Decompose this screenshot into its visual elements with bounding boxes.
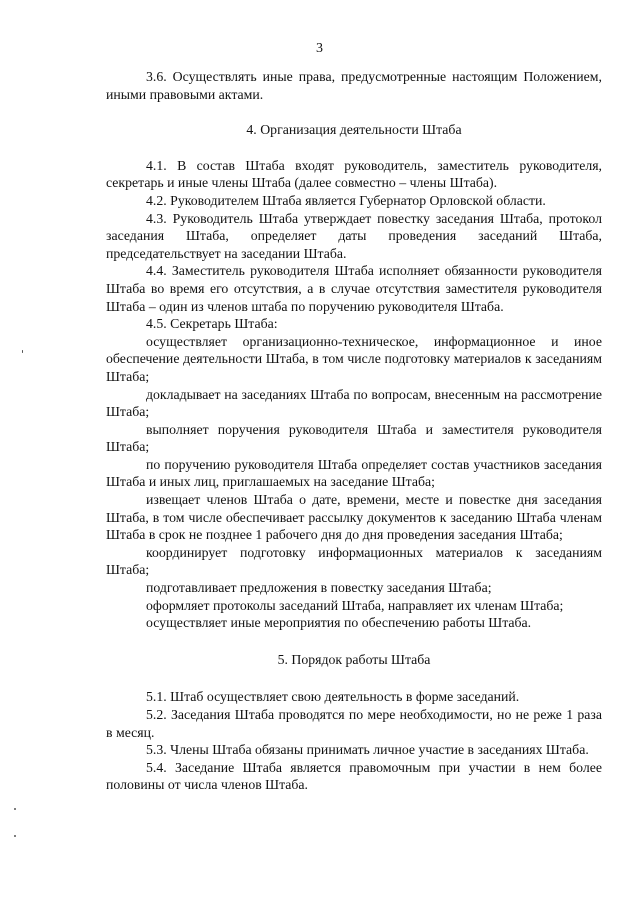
paragraph-5-1: 5.1. Штаб осуществляет свою деятельность в форме заседаний. [146, 689, 520, 705]
secretary-duty-1: осуществляет организационно-техническое, информационное и иное обеспечение деятельности Штаба, в том числе подготовку материалов к заседаниям Штаба; [106, 333, 602, 384]
scan-speck [14, 808, 16, 810]
secretary-duty-6: координирует подготовку информационных материалов к заседаниям Штаба; [106, 544, 602, 578]
scan-speck [14, 835, 16, 837]
paragraph-4-4: 4.4. Заместитель руководителя Штаба исполняет обязанности руководителя Штаба во время его отсутствия, а в случае отсутствия заместителя руководителя Штаба – один из членов штаба по поручению руководителя Штаба. [106, 263, 602, 314]
paragraph-5-4: 5.4. Заседание Штаба является правомочным при участии в нем более половины от числа членов Штаба. [106, 759, 602, 793]
secretary-duty-7: подготавливает предложения в повестку заседания Штаба; [146, 580, 492, 596]
document-body [106, 68, 602, 794]
secretary-duty-2: докладывает на заседаниях Штаба по вопросам, внесенным на рассмотрение Штаба; [106, 386, 602, 420]
secretary-duty-5: извещает членов Штаба о дате, времени, месте и повестке дня заседания Штаба, в том числе обеспечивает рассылку документов к заседанию Штаба членам Штаба в срок не позднее 1 рабочего дня до дня проведения заседания Штаба; [106, 492, 602, 543]
section-5-title: 5. Порядок работы Штаба [277, 651, 431, 667]
paragraph-4-3: 4.3. Руководитель Штаба утверждает повестку заседания Штаба, протокол заседания Штаба, определяет даты проведения заседаний Штаба, председательствует на заседании Штаба. [106, 210, 602, 261]
paragraph-4-5: 4.5. Секретарь Штаба: [146, 316, 278, 332]
paragraph-5-2: 5.2. Заседания Штаба проводятся по мере необходимости, но не реже 1 раза в месяц. [106, 707, 602, 740]
secretary-duty-9: осуществляет иные мероприятия по обеспечению работы Штаба. [146, 615, 532, 631]
scan-speck [22, 350, 23, 353]
section-4-title: 4. Организация деятельности Штаба [246, 122, 462, 138]
secretary-duty-3: выполняет поручения руководителя Штаба и заместителя руководителя Штаба; [106, 421, 602, 455]
paragraph-5-3: 5.3. Члены Штаба обязаны принимать личное участие в заседаниях Штаба. [146, 742, 589, 758]
secretary-duty-4: по поручению руководителя Штаба определяет состав участников заседания Штаба и иных лиц, приглашаемых на заседание Штаба; [106, 456, 602, 490]
paragraph-4-2: 4.2. Руководителем Штаба является Губернатор Орловской области. [146, 192, 546, 208]
paragraph-3-6: 3.6. Осуществлять иные права, предусмотренные настоящим Положением, иными правовыми актами. [106, 69, 602, 102]
secretary-duty-8: оформляет протоколы заседаний Штаба, направляет их членам Штаба; [146, 597, 564, 613]
paragraph-4-1: 4.1. В состав Штаба входят руководитель, заместитель руководителя, секретарь и иные члены Штаба (далее совместно – члены Штаба). [106, 157, 602, 191]
page-number: 3 [316, 41, 323, 56]
